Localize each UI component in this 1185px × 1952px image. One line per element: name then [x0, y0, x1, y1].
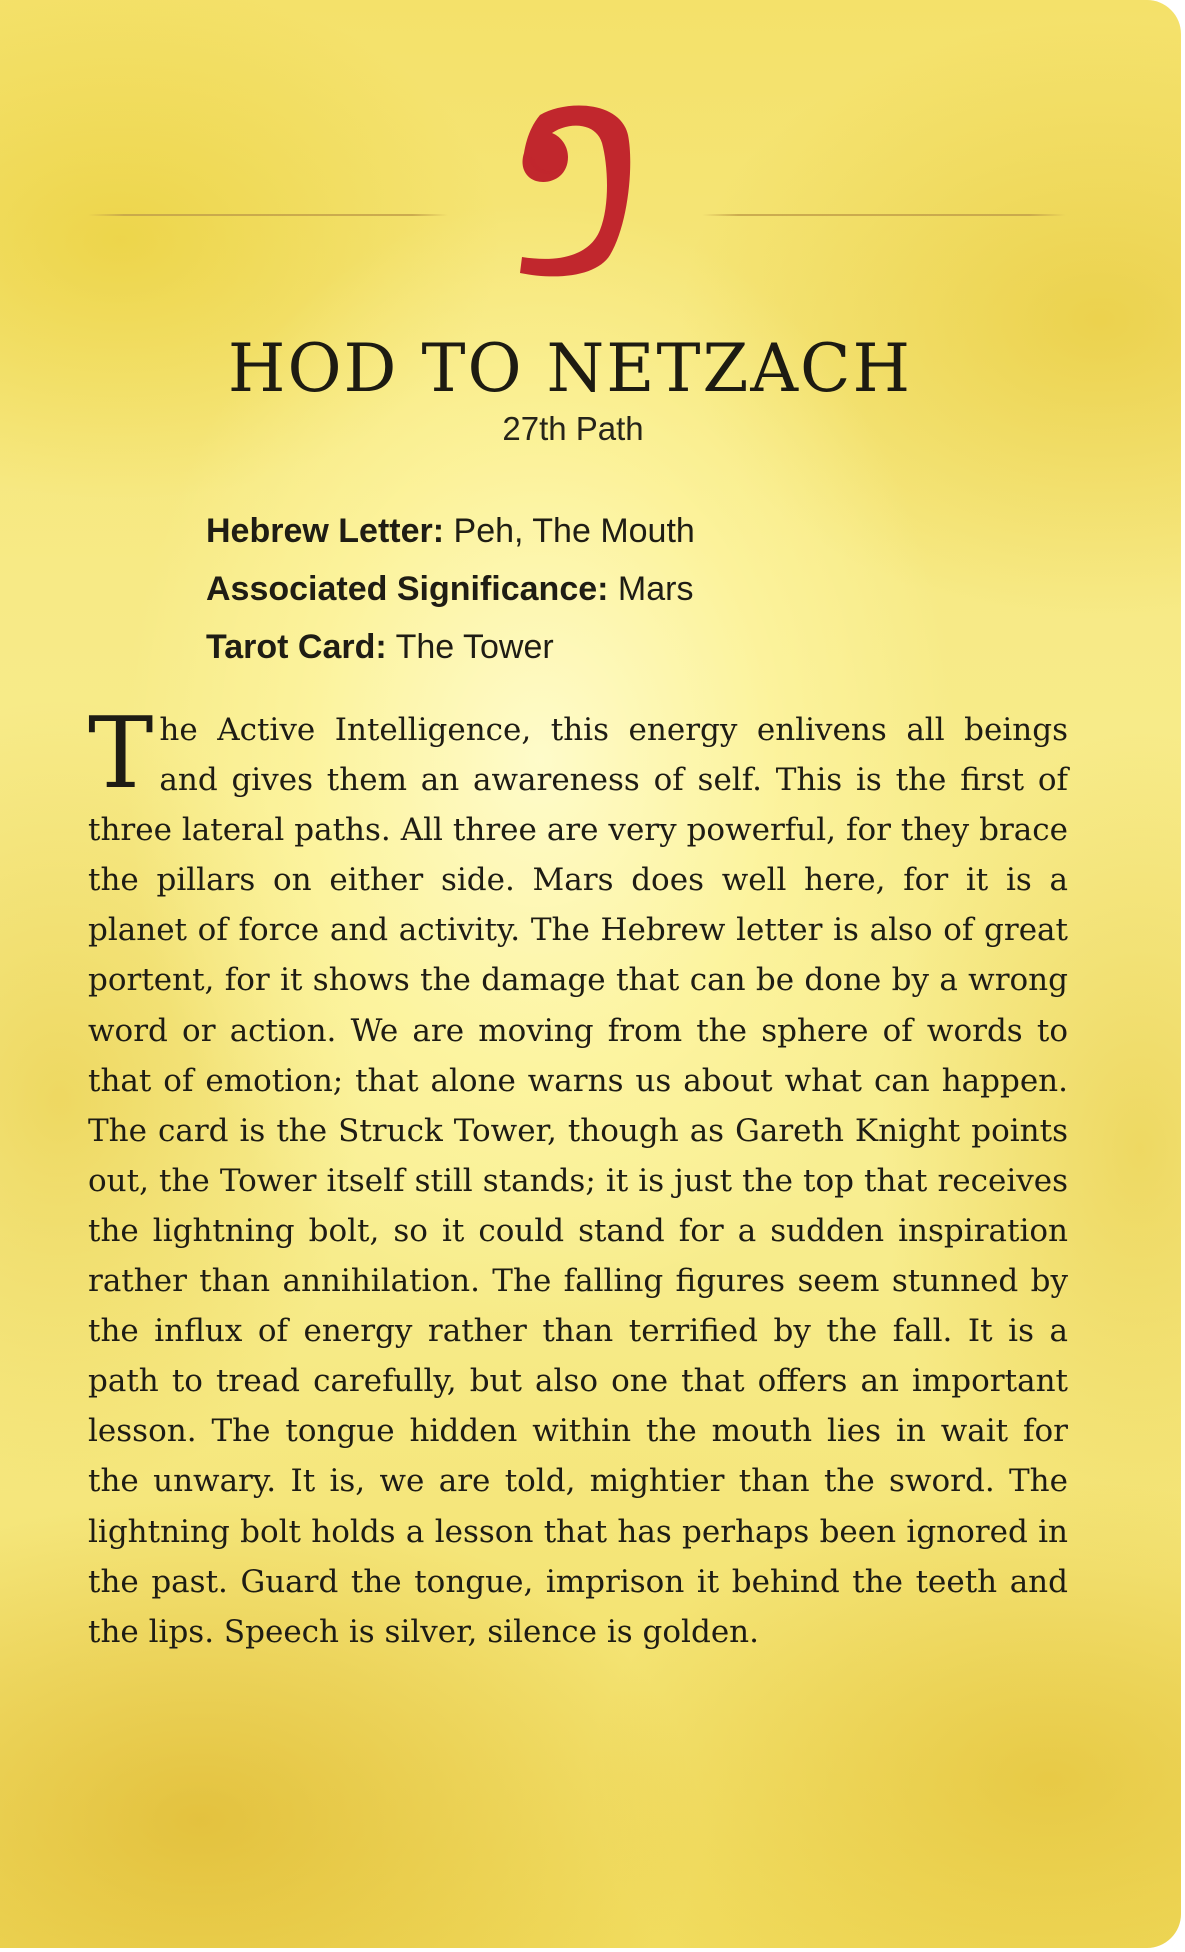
fact-label: Hebrew Letter: — [206, 512, 445, 550]
drop-cap: T — [88, 697, 154, 811]
fact-value: Mars — [617, 570, 694, 608]
fact-hebrew-letter — [206, 502, 695, 560]
divider-right — [702, 214, 1066, 216]
hebrew-letter-peh-icon — [510, 95, 640, 285]
card-facts — [206, 502, 695, 676]
fact-value: Peh, The Mouth — [453, 512, 695, 550]
fact-tarot-card — [206, 618, 695, 676]
fact-label: Associated Significance: — [206, 570, 609, 608]
fact-value: The Tower — [395, 628, 554, 666]
description-text: he Active Intelligence, this energy enlivens all beings and gives them an awareness of self. This is the first of three lateral paths. All three are very powerful, for they brace the pillars on either side. Mars does well here, for it is a planet of force and activity. The Hebrew letter is also of great portent, for it shows the damage that can be done by a wrong word or action. We are moving from the sphere of words to that of emotion; that alone warns us about what can happen. The card is the Struck Tower, though as Gareth Knight points out, the Tower itself still stands; it is just the top that receives the lightning bolt, so it could stand for a sudden inspiration rather than annihilation. The falling figures seem stunned by the influx of energy rather than terrified by the fall. It is a path to tread carefully, but also one that offers an important lesson. The tongue hidden within the mouth lies in wait for the unwary. It is, we are told, mightier than the sword. The lightning bolt holds a lesson that has perhaps been ignored in the past. Guard the tongue, imprison it behind the teeth and the lips. Speech is silver, silence is golden. — [88, 712, 1068, 1650]
divider-left — [88, 214, 448, 216]
card-description — [88, 697, 1068, 1657]
path-number: 27th Path — [502, 410, 644, 447]
fact-label: Tarot Card: — [206, 628, 387, 666]
fact-associated-significance — [206, 560, 695, 618]
card-title: HOD TO NETZACH — [227, 330, 913, 407]
